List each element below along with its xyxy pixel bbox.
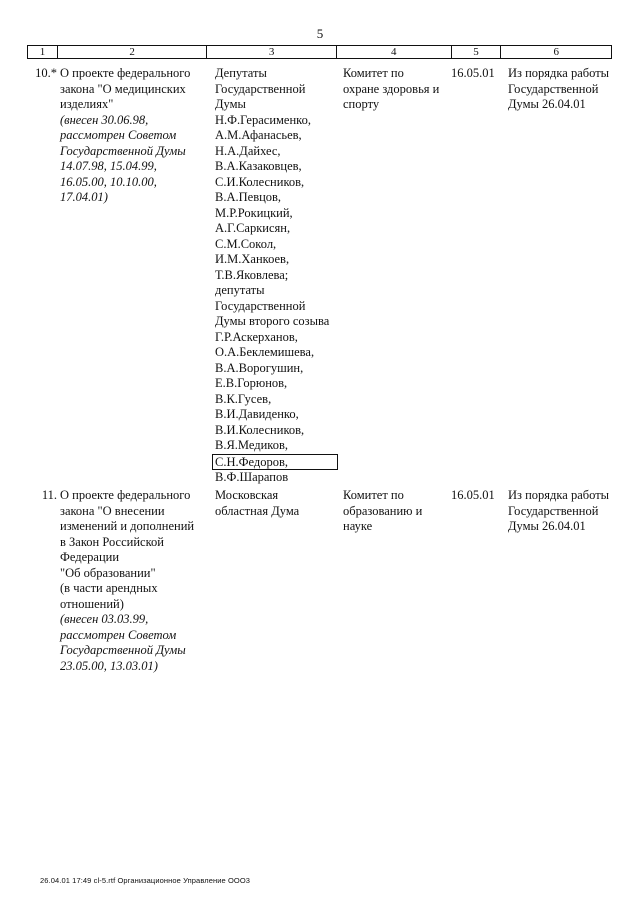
source-line: Думы 26.04.01 <box>508 519 586 533</box>
source-line: Государственной <box>508 503 599 518</box>
date: 16.05.01 <box>451 66 495 80</box>
author-line: Московская <box>215 488 279 502</box>
author-line: В.А.Ворогушин, <box>215 360 304 375</box>
author-line: Н.А.Дайхес, <box>215 143 281 158</box>
note-line: Государственной Думы <box>60 643 186 657</box>
author-line: И.М.Ханкоев, <box>215 252 290 266</box>
author-line: В.А.Певцов, <box>215 190 282 204</box>
title-line: изменений и дополнений <box>60 519 195 533</box>
committee-line: Комитет по <box>343 66 404 80</box>
note-line: (внесен 03.03.99, <box>60 612 149 626</box>
author-line: Государственной <box>215 81 306 96</box>
author-line: Т.В.Яковлева; <box>215 267 289 282</box>
source <box>508 66 616 113</box>
author-line: О.А.Беклемишева, <box>215 345 315 359</box>
authors-list <box>215 66 343 486</box>
note-line: 23.05.00, 13.03.01) <box>60 658 158 673</box>
author-line: Г.Р.Аскерханов, <box>215 329 298 344</box>
header-col-4: 4 <box>337 46 452 58</box>
source-line: Думы 26.04.01 <box>508 97 586 111</box>
bill-title <box>60 66 205 206</box>
title-line: закона "О медицинских <box>60 81 186 96</box>
title-line: закона "О внесении <box>60 503 165 518</box>
row-number: 10.* <box>35 66 57 80</box>
title-line: изделиях" <box>60 97 114 111</box>
header-col-6: 6 <box>553 46 559 58</box>
note-line: 14.07.98, 15.04.99, <box>60 159 157 173</box>
author-line: Думы второго созыва <box>215 314 330 328</box>
author-line: В.Я.Медиков, <box>215 438 289 452</box>
bill-title <box>60 488 205 674</box>
title-line: Федерации <box>60 550 120 564</box>
header-col-1: 1 <box>28 46 58 58</box>
authors-list <box>215 488 343 519</box>
header-col-5: 5 <box>452 46 502 58</box>
author-line: С.И.Колесников, <box>215 174 305 189</box>
title-line: отношений) <box>60 596 124 611</box>
author-line: депутаты <box>215 283 265 297</box>
committee <box>343 488 455 535</box>
title-line: (в части арендных <box>60 581 158 595</box>
committee-line: Комитет по <box>343 488 404 502</box>
title-line: О проекте федерального <box>60 488 191 502</box>
page-number: 5 <box>316 26 324 41</box>
committee <box>343 66 455 113</box>
author-line: А.М.Афанасьев, <box>215 128 302 142</box>
author-line: В.Ф.Шарапов <box>215 470 289 484</box>
source-line: Из порядка работы <box>508 66 610 80</box>
author-line: В.А.Казаковцев, <box>215 159 302 173</box>
title-line: "Об образовании" <box>60 565 156 580</box>
source <box>508 488 616 535</box>
boxed-author-name: С.Н.Федоров, <box>212 454 338 470</box>
title-line: в Закон Российской <box>60 534 164 549</box>
note-line: 17.04.01) <box>60 190 108 204</box>
committee-line: охране здоровья и <box>343 81 440 96</box>
author-line: В.И.Колесников, <box>215 422 305 437</box>
note-line: (внесен 30.06.98, <box>60 112 149 127</box>
header-col-3: 3 <box>207 46 337 58</box>
note-line: рассмотрен Советом <box>60 128 177 142</box>
author-line: Н.Ф.Герасименко, <box>215 112 311 127</box>
author-line: областная Дума <box>215 503 300 518</box>
author-line: М.Р.Рокицкий, <box>215 205 293 220</box>
author-line: В.И.Давиденко, <box>215 407 299 421</box>
committee-line: спорту <box>343 97 380 111</box>
committee-line: образованию и <box>343 503 423 518</box>
note-line: 16.05.00, 10.10.00, <box>60 174 157 189</box>
source-line: Из порядка работы <box>508 488 610 502</box>
author-line: Е.В.Горюнов, <box>215 376 288 390</box>
author-line: А.Г.Саркисян, <box>215 221 291 235</box>
note-line: Государственной Думы <box>60 143 186 158</box>
committee-line: науке <box>343 519 373 533</box>
author-line: Депутаты <box>215 66 267 80</box>
row-number: 11. <box>41 488 57 502</box>
table-header <box>27 45 612 59</box>
author-line: В.К.Гусев, <box>215 391 272 406</box>
author-line: Государственной <box>215 298 306 313</box>
note-line: рассмотрен Советом <box>60 627 177 642</box>
author-line: Думы <box>215 97 246 111</box>
footer-text: 26.04.01 17:49 cl-5.rtf Организационное Управление ООО3 <box>40 876 251 885</box>
title-line: О проекте федерального <box>60 66 191 80</box>
source-line: Государственной <box>508 81 599 96</box>
author-line: С.М.Сокол, <box>215 236 277 251</box>
date: 16.05.01 <box>451 488 495 502</box>
header-col-2: 2 <box>58 46 207 58</box>
